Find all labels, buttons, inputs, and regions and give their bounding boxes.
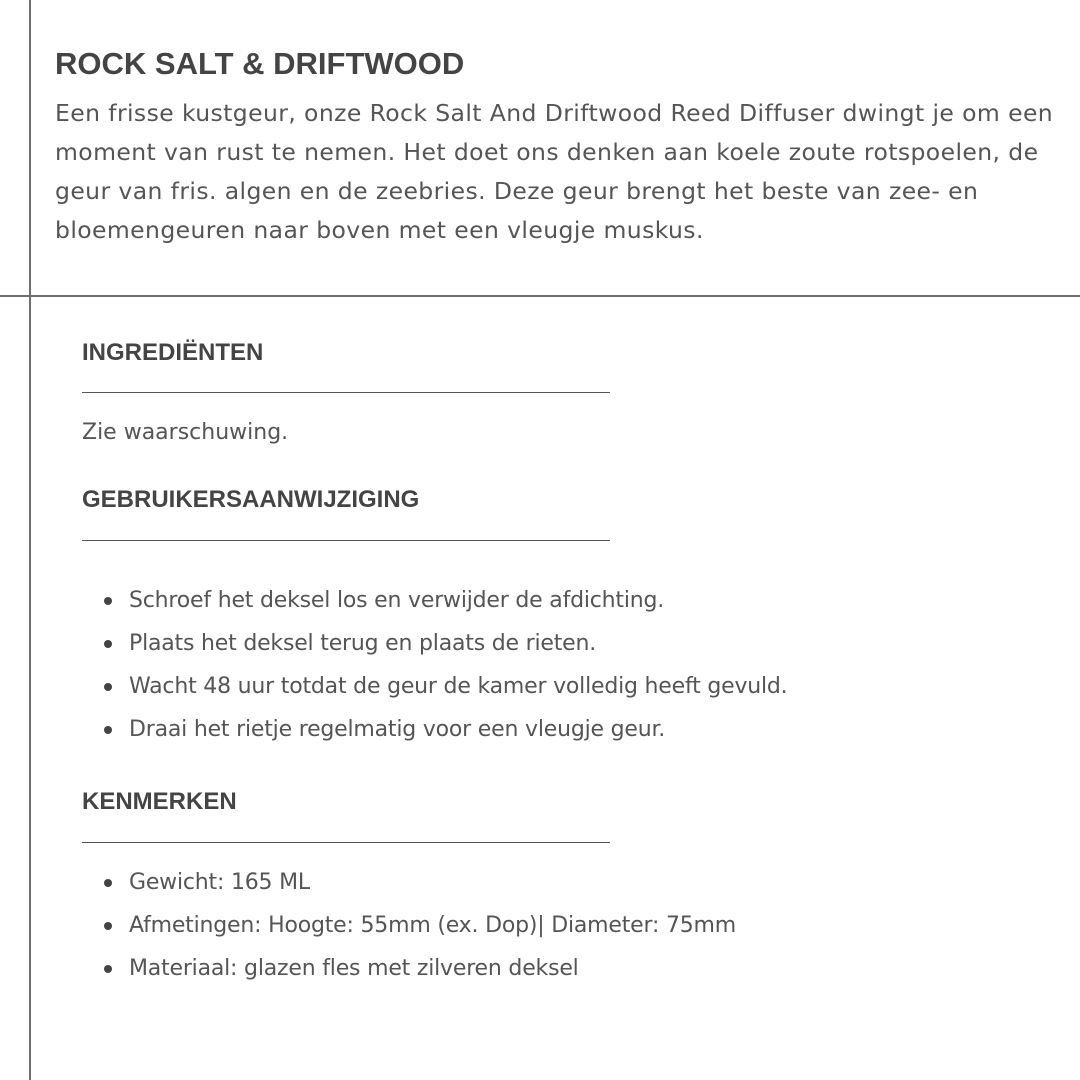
feature-text: Gewicht: 165 ML bbox=[129, 870, 310, 895]
list-item bbox=[104, 622, 787, 665]
bullet-icon bbox=[104, 965, 112, 973]
bullet-icon bbox=[104, 922, 112, 930]
product-title: ROCK SALT & DRIFTWOOD bbox=[55, 46, 465, 81]
product-description: Een frisse kustgeur, onze Rock Salt And Driftwood Reed Diffuser dwingt je om een moment van rust te nemen. Het doet ons denken aan koele zoute rotspoelen, de geur van fris. algen en de zeebries. Deze geur brengt het beste van zee- en bloemengeuren naar boven met een vleugje muskus. bbox=[55, 99, 1054, 244]
list-item bbox=[104, 947, 736, 990]
bullet-icon bbox=[104, 597, 112, 605]
list-item bbox=[104, 579, 787, 622]
ingredients-rule bbox=[82, 392, 610, 393]
usage-list bbox=[104, 579, 787, 751]
usage-step-text: Wacht 48 uur totdat de geur de kamer volledig heeft gevuld. bbox=[129, 674, 788, 699]
usage-section bbox=[82, 485, 419, 515]
usage-step-text: Plaats het deksel terug en plaats de rieten. bbox=[129, 631, 597, 656]
usage-heading: GEBRUIKERSAANWIJZIGING bbox=[82, 486, 420, 513]
bullet-icon bbox=[104, 683, 112, 691]
list-item bbox=[104, 904, 736, 947]
section-divider bbox=[0, 295, 1080, 297]
ingredients-section bbox=[82, 338, 263, 368]
features-rule bbox=[82, 842, 610, 843]
ingredients-text: Zie waarschuwing. bbox=[82, 420, 289, 445]
bullet-icon bbox=[104, 879, 112, 887]
list-item bbox=[104, 861, 736, 904]
ingredients-heading: INGREDIËNTEN bbox=[82, 339, 264, 366]
usage-step-text: Schroef het deksel los en verwijder de afdichting. bbox=[129, 588, 665, 613]
feature-text: Afmetingen: Hoogte: 55mm (ex. Dop)| Diameter: 75mm bbox=[129, 913, 737, 938]
bullet-icon bbox=[104, 726, 112, 734]
usage-rule bbox=[82, 540, 610, 541]
features-section bbox=[82, 787, 237, 817]
list-item bbox=[104, 708, 787, 751]
feature-text: Materiaal: glazen fles met zilveren deksel bbox=[129, 956, 579, 981]
left-border-line bbox=[29, 0, 31, 1080]
bullet-icon bbox=[104, 640, 112, 648]
usage-step-text: Draai het rietje regelmatig voor een vleugje geur. bbox=[129, 717, 666, 742]
list-item bbox=[104, 665, 787, 708]
features-heading: KENMERKEN bbox=[82, 788, 237, 815]
features-list bbox=[104, 861, 736, 990]
